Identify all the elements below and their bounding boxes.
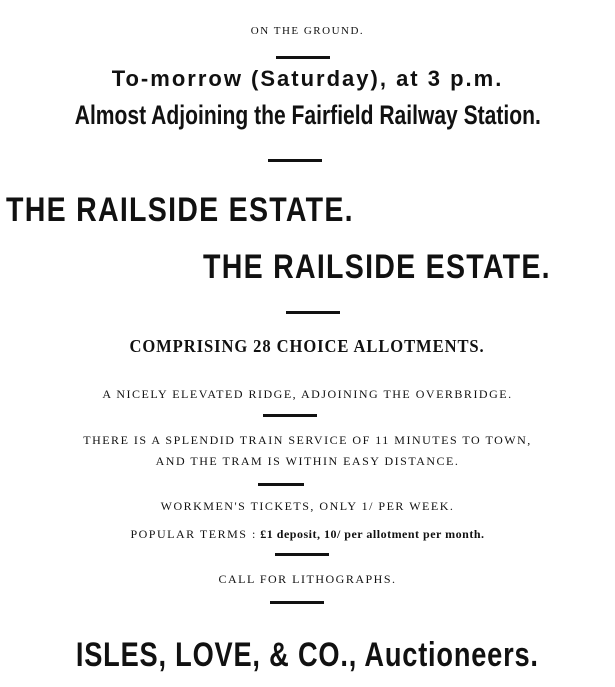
- divider-rule: [270, 601, 324, 604]
- workmens-tickets-line: WORKMEN'S TICKETS, ONLY 1/ PER WEEK.: [160, 499, 455, 513]
- ridge-line: A NICELY ELEVATED RIDGE, ADJOINING THE OVERBRIDGE.: [102, 387, 513, 401]
- popular-terms-line: [0, 528, 615, 540]
- divider-rule: [286, 311, 340, 314]
- auctioneers-line: ISLES, LOVE, & CO., Auctioneers.: [76, 636, 539, 674]
- comprising-line: COMPRISING 28 CHOICE ALLOTMENTS.: [129, 336, 486, 356]
- divider-rule: [268, 159, 322, 162]
- estate-title-secondary: THE RAILSIDE ESTATE.: [203, 248, 551, 286]
- divider-rule: [275, 553, 329, 556]
- terms-label: POPULAR TERMS :: [130, 527, 257, 541]
- location-line: ON THE GROUND.: [250, 25, 365, 37]
- terms-detail: £1 deposit, 10/ per allotment per month.: [260, 527, 485, 541]
- tram-distance-line: AND THE TRAM IS WITHIN EASY DISTANCE.: [155, 454, 460, 468]
- divider-rule: [263, 414, 317, 417]
- estate-title-primary: THE RAILSIDE ESTATE.: [6, 191, 354, 229]
- train-service-line: THERE IS A SPLENDID TRAIN SERVICE OF 11 MINUTES TO TOWN,: [83, 433, 532, 447]
- when-line: To-morrow (Saturday), at 3 p.m.: [111, 66, 504, 91]
- divider-rule: [276, 56, 330, 59]
- where-line: Almost Adjoining the Fairfield Railway Station.: [74, 100, 541, 130]
- lithographs-line: CALL FOR LITHOGRAPHS.: [218, 572, 397, 586]
- divider-rule: [258, 483, 304, 486]
